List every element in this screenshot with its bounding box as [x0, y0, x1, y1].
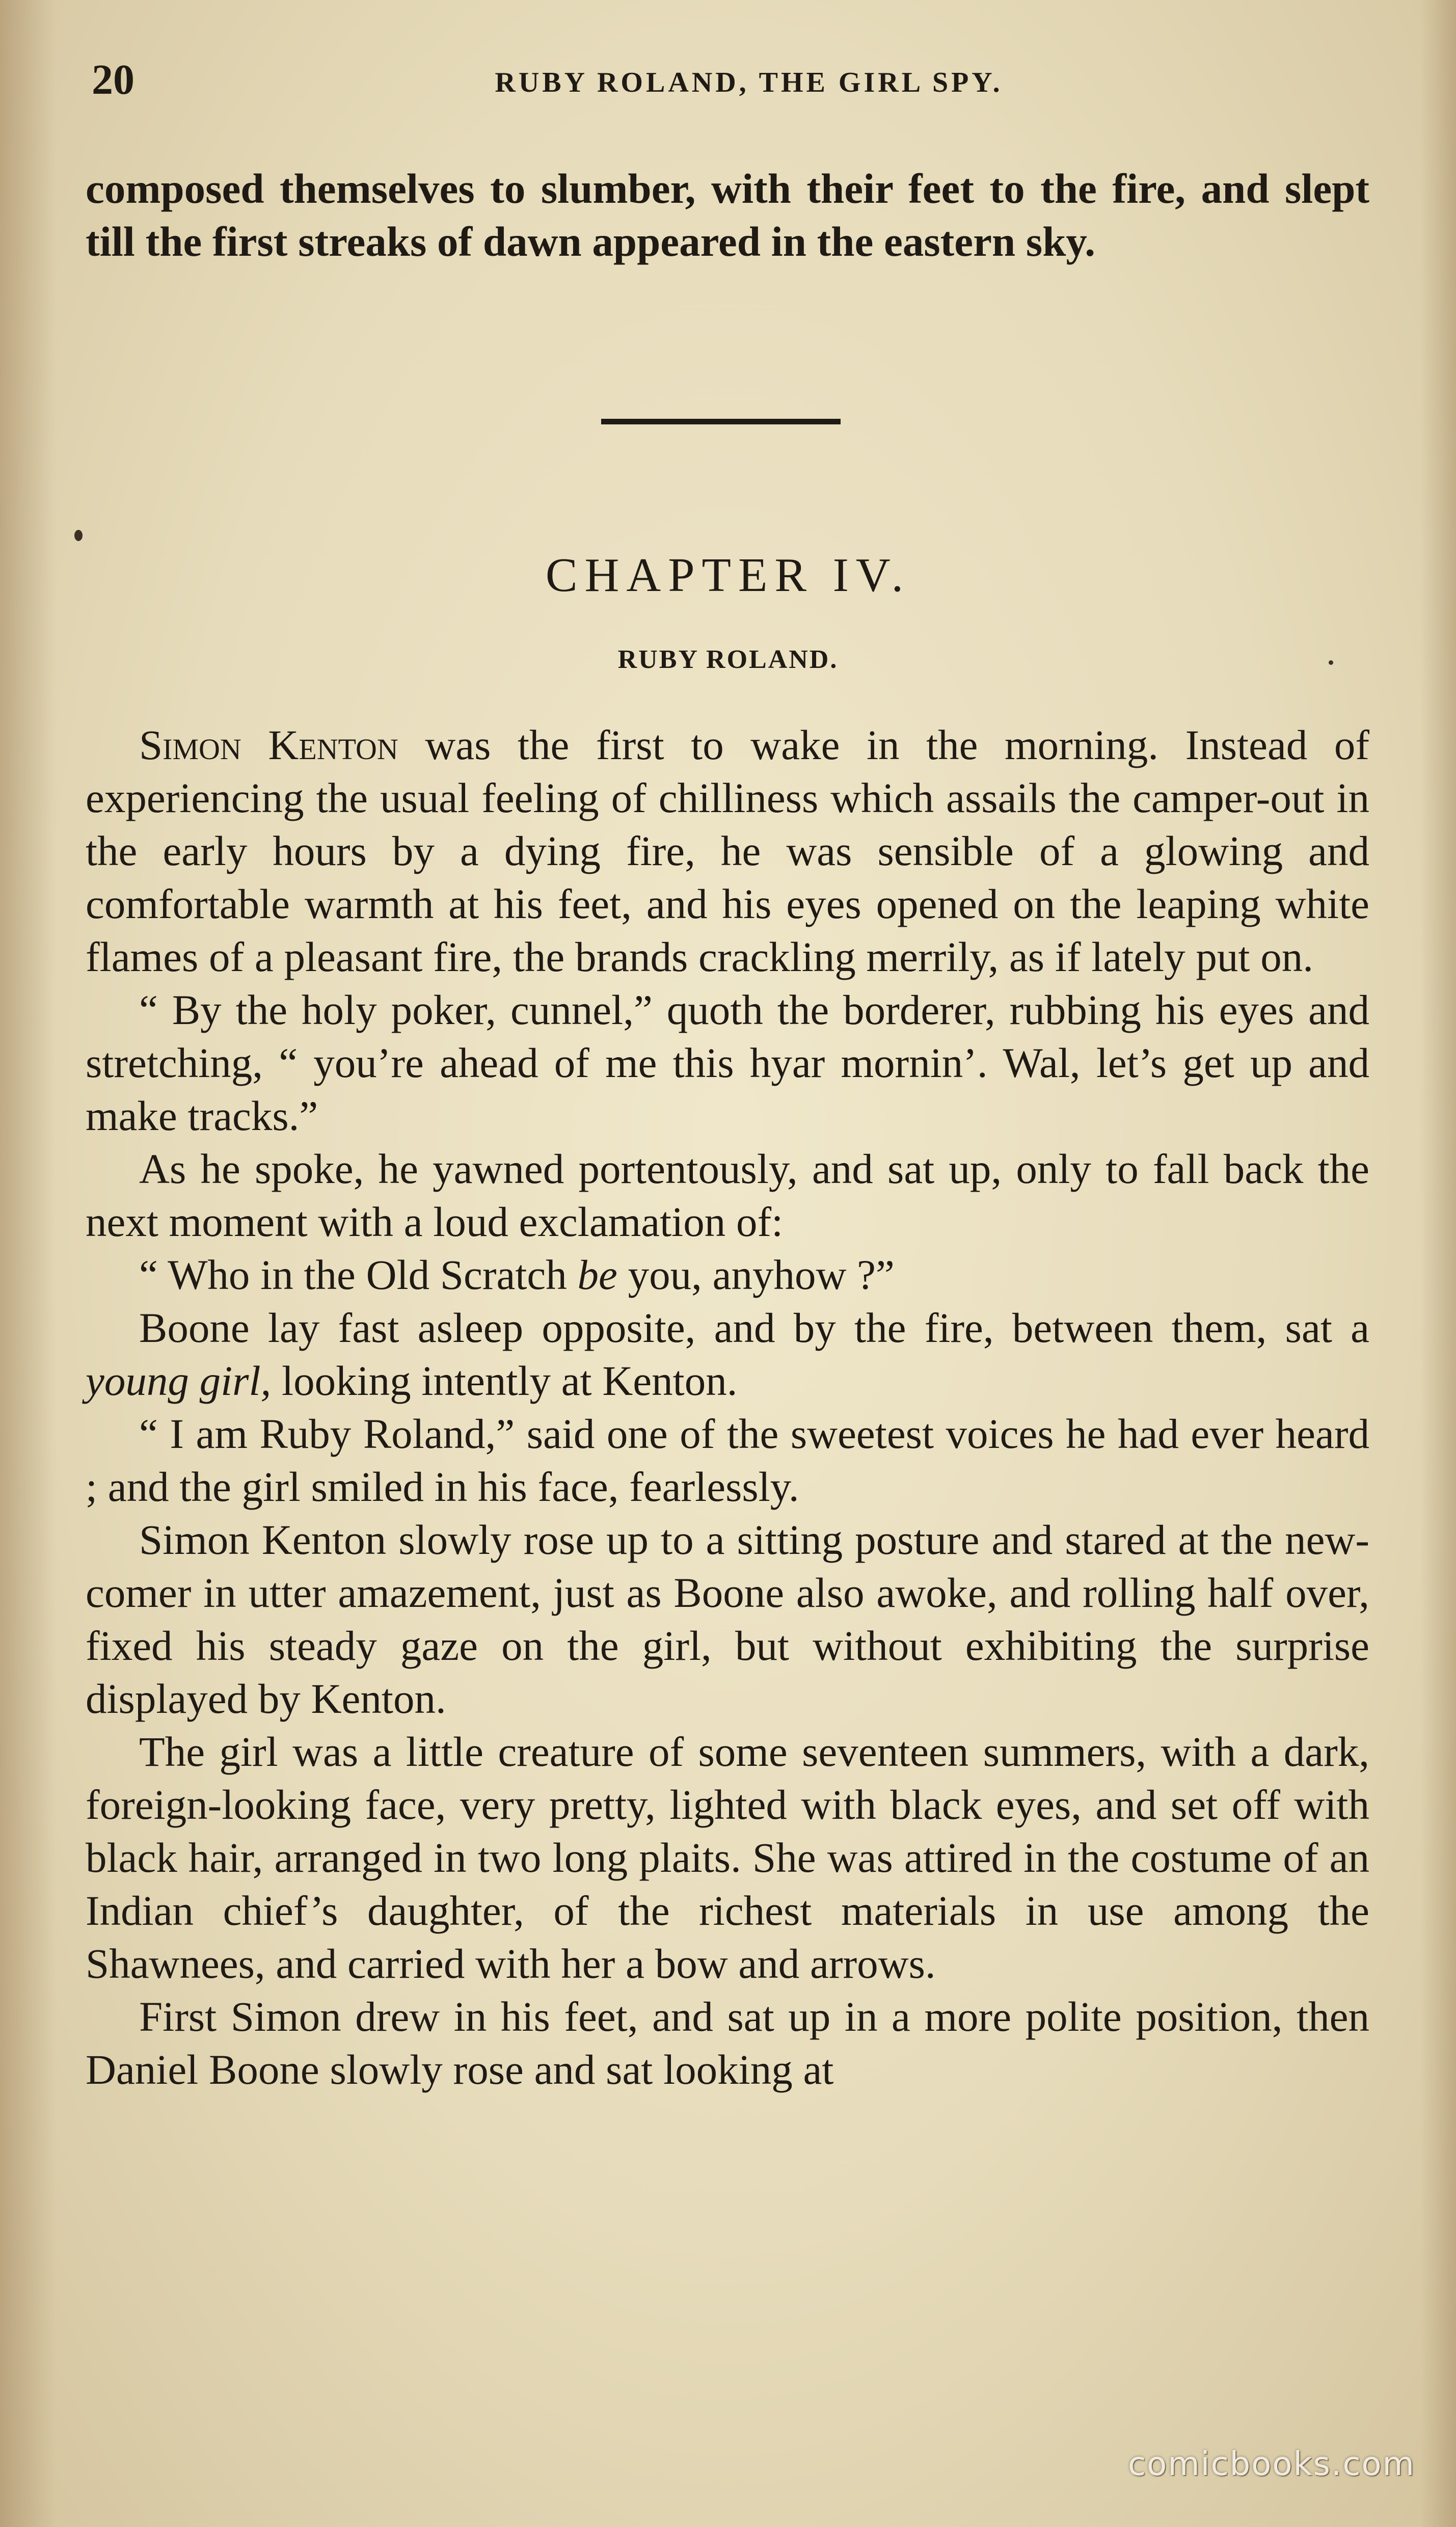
paragraph-6: “ I am Ruby Roland,” said one of the sweetest voices he had ever heard ; and the girl smiled in his face, fearlessly.: [86, 1410, 1369, 1510]
section-divider: [601, 419, 841, 424]
page-number: 20: [92, 56, 134, 103]
chapter-subtitle: RUBY ROLAND.: [617, 645, 839, 674]
paragraph-1: [86, 718, 1369, 983]
paragraph-1-text: was the first to wake in the morning. Instead of experiencing the usual feeling of chilliness which assails the camper-out in the early hours by a dying fire, he was sensible of a glowing and comfortable warmth at his feet, and his eyes opened on the leaping white flames of a pleasant fire, the brands crackling merrily, as if lately put on.: [86, 721, 1369, 980]
opening-paragraph: [86, 162, 1369, 268]
opening-paragraph-text: composed themselves to slumber, with their feet to the fire, and slept till the first streaks of dawn appeared in the eastern sky.: [86, 165, 1369, 265]
ink-speck: [74, 530, 83, 541]
ink-speck: [1329, 660, 1333, 665]
paragraph-2: “ By the holy poker, cunnel,” quoth the borderer, rubbing his eyes and stretching, “ you’re ahead of me this hyar mornin’. Wal, let’s get up and make tracks.”: [86, 986, 1369, 1139]
paragraph-5-post: looking intently at Kenton.: [271, 1357, 738, 1404]
running-title: RUBY ROLAND, THE GIRL SPY.: [495, 67, 1003, 98]
paragraph-4-post: you, anyhow ?”: [617, 1251, 895, 1298]
paragraph-1-lead: Simon Kenton: [139, 721, 398, 768]
page-header: [87, 55, 1381, 111]
paragraph-3: As he spoke, he yawned portentously, and sat up, only to fall back the next moment with a loud exclamation of:: [86, 1145, 1369, 1245]
chapter-title: CHAPTER IV.: [545, 549, 911, 602]
paragraph-4-emphasis: be: [577, 1251, 617, 1298]
paragraph-5-pre: Boone lay fast asleep opposite, and by the fire, between them, sat a: [139, 1304, 1369, 1351]
paragraph-5-emphasis: young girl,: [86, 1357, 272, 1404]
paragraph-7: Simon Kenton slowly rose up to a sitting posture and stared at the new-comer in utter amazement, just as Boone also awoke, and rolling half over, fixed his steady gaze on the girl, but without exhibiting the surprise displayed by Kenton.: [86, 1516, 1369, 1722]
right-edge-stain: [1420, 0, 1456, 2527]
paragraph-8: The girl was a little creature of some seventeen summers, with a dark, foreign-looking face, very pretty, lighted with black eyes, and set off with black hair, arranged in two long plaits. She was attired in the costume of an Indian chief’s daughter, of the richest materials in use among the Shawnees, and carried with her a bow and arrows.: [86, 1728, 1369, 1987]
chapter-body: [86, 718, 1369, 2096]
paragraph-9: First Simon drew in his feet, and sat up in a more polite position, then Daniel Boone slowly rose and sat looking at: [86, 1993, 1369, 2093]
paragraph-4: [86, 1248, 1369, 1301]
paragraph-4-pre: “ Who in the Old Scratch: [139, 1251, 578, 1298]
left-edge-stain: [0, 0, 56, 2527]
watermark: comicbooks.com: [1127, 2445, 1415, 2483]
paragraph-5: [86, 1301, 1369, 1407]
